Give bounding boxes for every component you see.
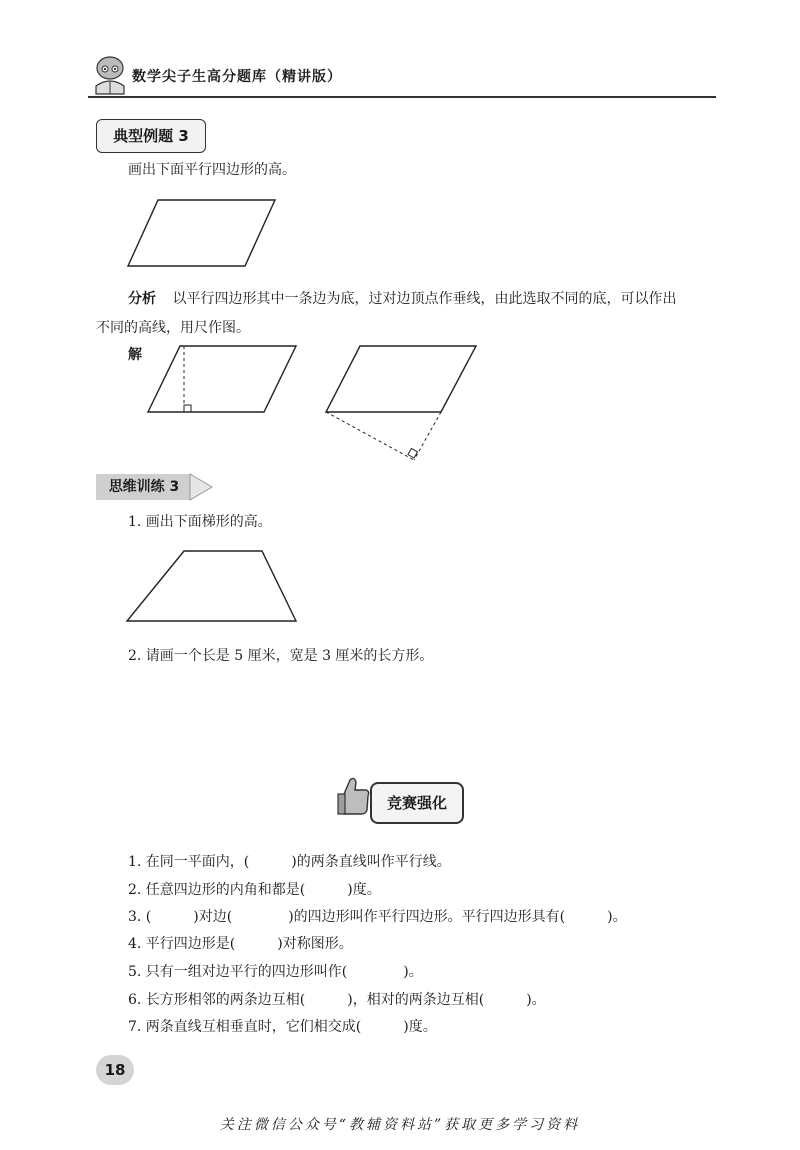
comp-question-6: 6. 长方形相邻的两条边互相( )，相对的两条边互相( )。 — [128, 992, 546, 1008]
footer-text: 关注微信公众号“教辅资料站”获取更多学习资料 — [219, 1117, 581, 1133]
competition-title: 竞赛强化 — [370, 782, 464, 824]
comp-question-3: 3. ( )对边( )的四边形叫作平行四边形。平行四边形具有( )。 — [128, 909, 627, 925]
comp-question-4: 4. 平行四边形是( )对称图形。 — [128, 936, 353, 952]
analysis-line-2: 不同的高线，用尺作图。 — [96, 320, 250, 336]
solution-label: 解 — [128, 347, 142, 363]
training-q1: 1. 画出下面梯形的高。 — [128, 514, 272, 530]
thumbs-up-icon — [336, 774, 372, 818]
analysis-label: 分析 — [128, 291, 156, 307]
comp-question-1: 1. 在同一平面内，( )的两条直线叫作平行线。 — [128, 854, 451, 870]
page-number: 18 — [96, 1055, 134, 1085]
training-q2: 2. 请画一个长是 5 厘米，宽是 3 厘米的长方形。 — [128, 648, 434, 664]
example-title: 典型例题 3 — [96, 119, 206, 153]
analysis-text-1: 以平行四边形其中一条边为底，过对边顶点作垂线，由此选取不同的底，可以作出 — [172, 291, 677, 307]
header-title: 数学尖子生高分题库（精讲版） — [132, 69, 342, 85]
example-question: 画出下面平行四边形的高。 — [128, 162, 296, 178]
comp-question-7: 7. 两条直线互相垂直时，它们相交成( )度。 — [128, 1019, 437, 1035]
training-title: 思维训练 3 — [96, 474, 192, 500]
comp-question-2: 2. 任意四边形的内角和都是( )度。 — [128, 882, 381, 898]
comp-question-5: 5. 只有一组对边平行的四边形叫作( )。 — [128, 964, 423, 980]
